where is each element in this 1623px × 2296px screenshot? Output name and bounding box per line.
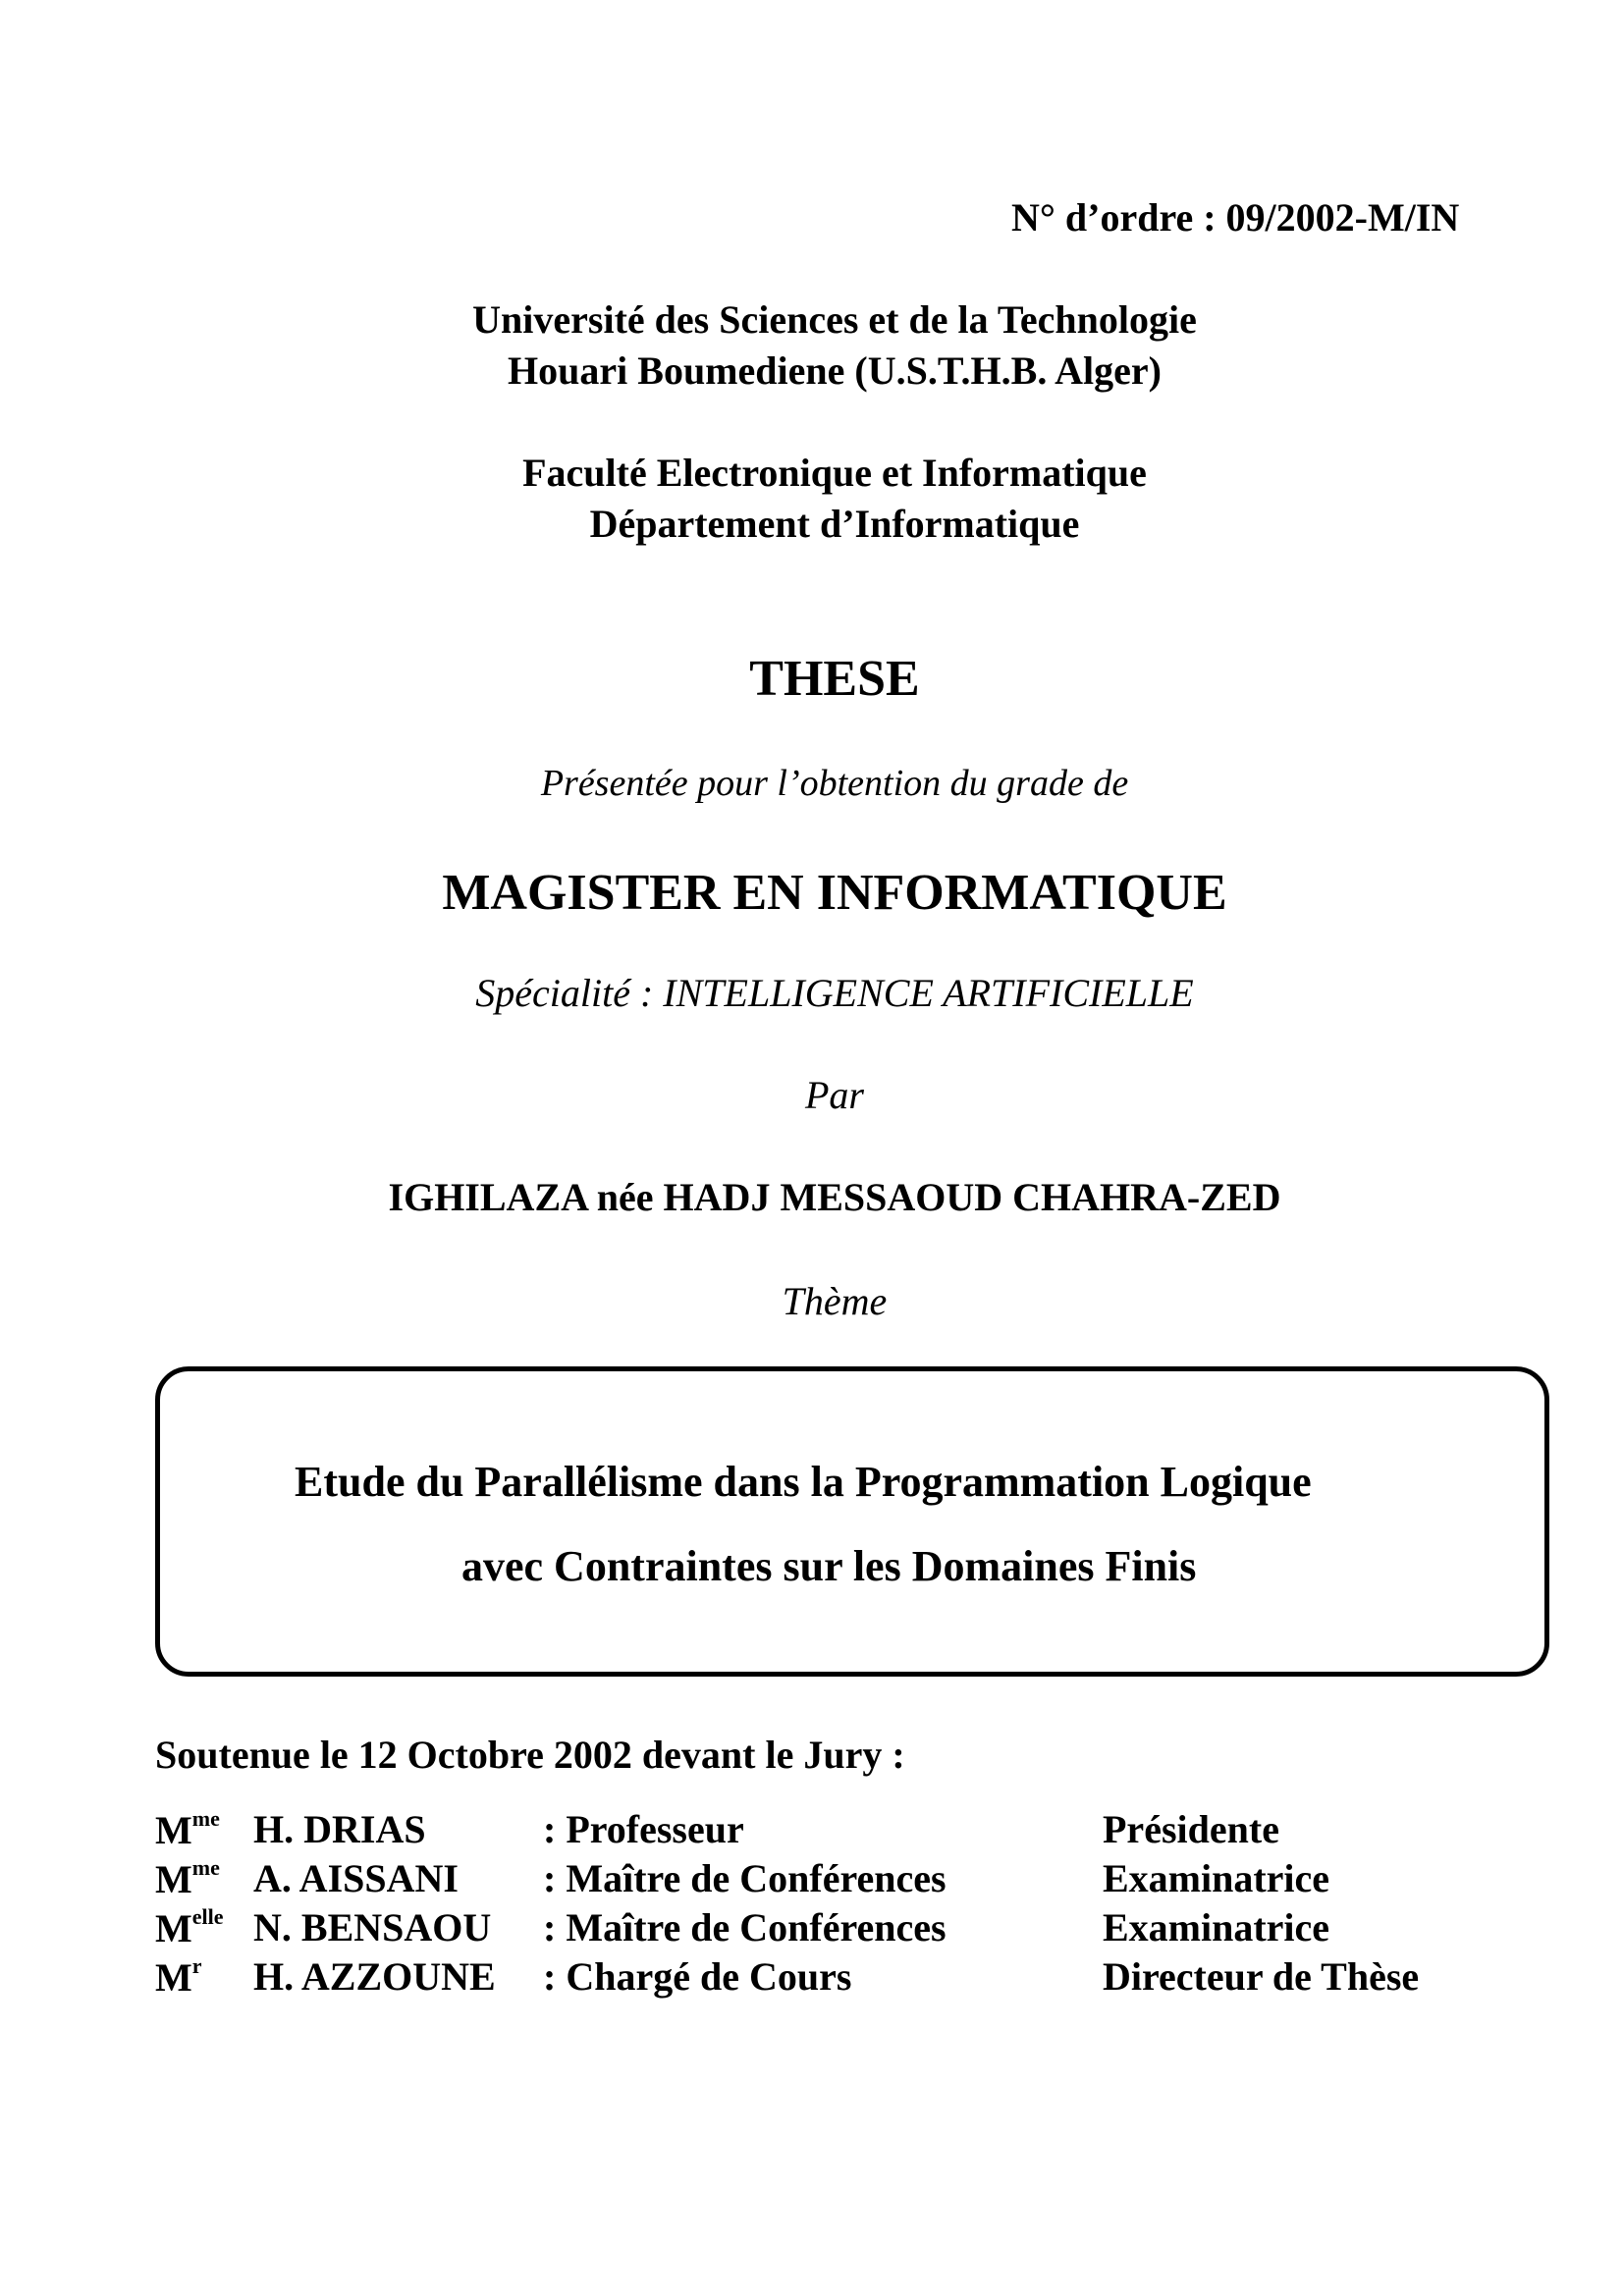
- jury-civility: $M^r$: [155, 1953, 202, 2000]
- thesis-title-line-2: avec Contraintes sur les Domaines Finis: [461, 1542, 1197, 1590]
- faculty-line-1: Faculté Electronique et Informatique: [522, 451, 1147, 495]
- order-number: N° d’ordre : 09/2002-M/IN: [1011, 195, 1460, 240]
- jury-grade: : Maître de Conférences: [543, 1856, 947, 1900]
- faculty-block: [0, 448, 1623, 550]
- presented-for: Présentée pour l’obtention du grade de: [540, 763, 1129, 804]
- jury-role: Examinatrice: [1103, 1856, 1330, 1900]
- jury-name: H. DRIAS: [253, 1807, 426, 1851]
- university-line-2: Houari Boumediene (U.S.T.H.B. Alger): [508, 348, 1162, 393]
- jury-role: Présidente: [1103, 1807, 1279, 1851]
- jury-grade: : Maître de Conférences: [543, 1905, 947, 1949]
- university-block: [0, 294, 1623, 397]
- degree-title: MAGISTER EN INFORMATIQUE: [442, 865, 1227, 921]
- doc-type: THESE: [749, 651, 920, 707]
- jury-role: Directeur de Thèse: [1103, 1954, 1420, 1999]
- university-line-1: Université des Sciences et de la Technologie: [472, 297, 1197, 342]
- thesis-title-box: [155, 1366, 1549, 1677]
- jury-civility: $M^{me}$: [155, 1806, 220, 1852]
- jury-grade: : Professeur: [543, 1807, 744, 1851]
- by-label: Par: [805, 1073, 864, 1117]
- speciality: Spécialité : INTELLIGENCE ARTIFICIELLE: [475, 971, 1194, 1015]
- jury-civility: $M^{me}$: [155, 1855, 220, 1901]
- jury-role: Examinatrice: [1103, 1905, 1330, 1949]
- theme-label: Thème: [782, 1279, 888, 1323]
- faculty-line-2: Département d’Informatique: [589, 502, 1080, 546]
- jury-name: H. AZZOUNE: [253, 1954, 496, 1999]
- author-name: IGHILAZA née HADJ MESSAOUD CHAHRA-ZED: [388, 1175, 1281, 1219]
- defense-statement: Soutenue le 12 Octobre 2002 devant le Jury :: [155, 1733, 905, 1777]
- jury-name: N. BENSAOU: [253, 1905, 492, 1949]
- thesis-title-line-1: Etude du Parallélisme dans la Programmation Logique: [295, 1458, 1312, 1506]
- jury-name: A. AISSANI: [253, 1856, 459, 1900]
- jury-grade: : Chargé de Cours: [543, 1954, 852, 1999]
- jury-civility: $M^{elle}$: [155, 1904, 224, 1950]
